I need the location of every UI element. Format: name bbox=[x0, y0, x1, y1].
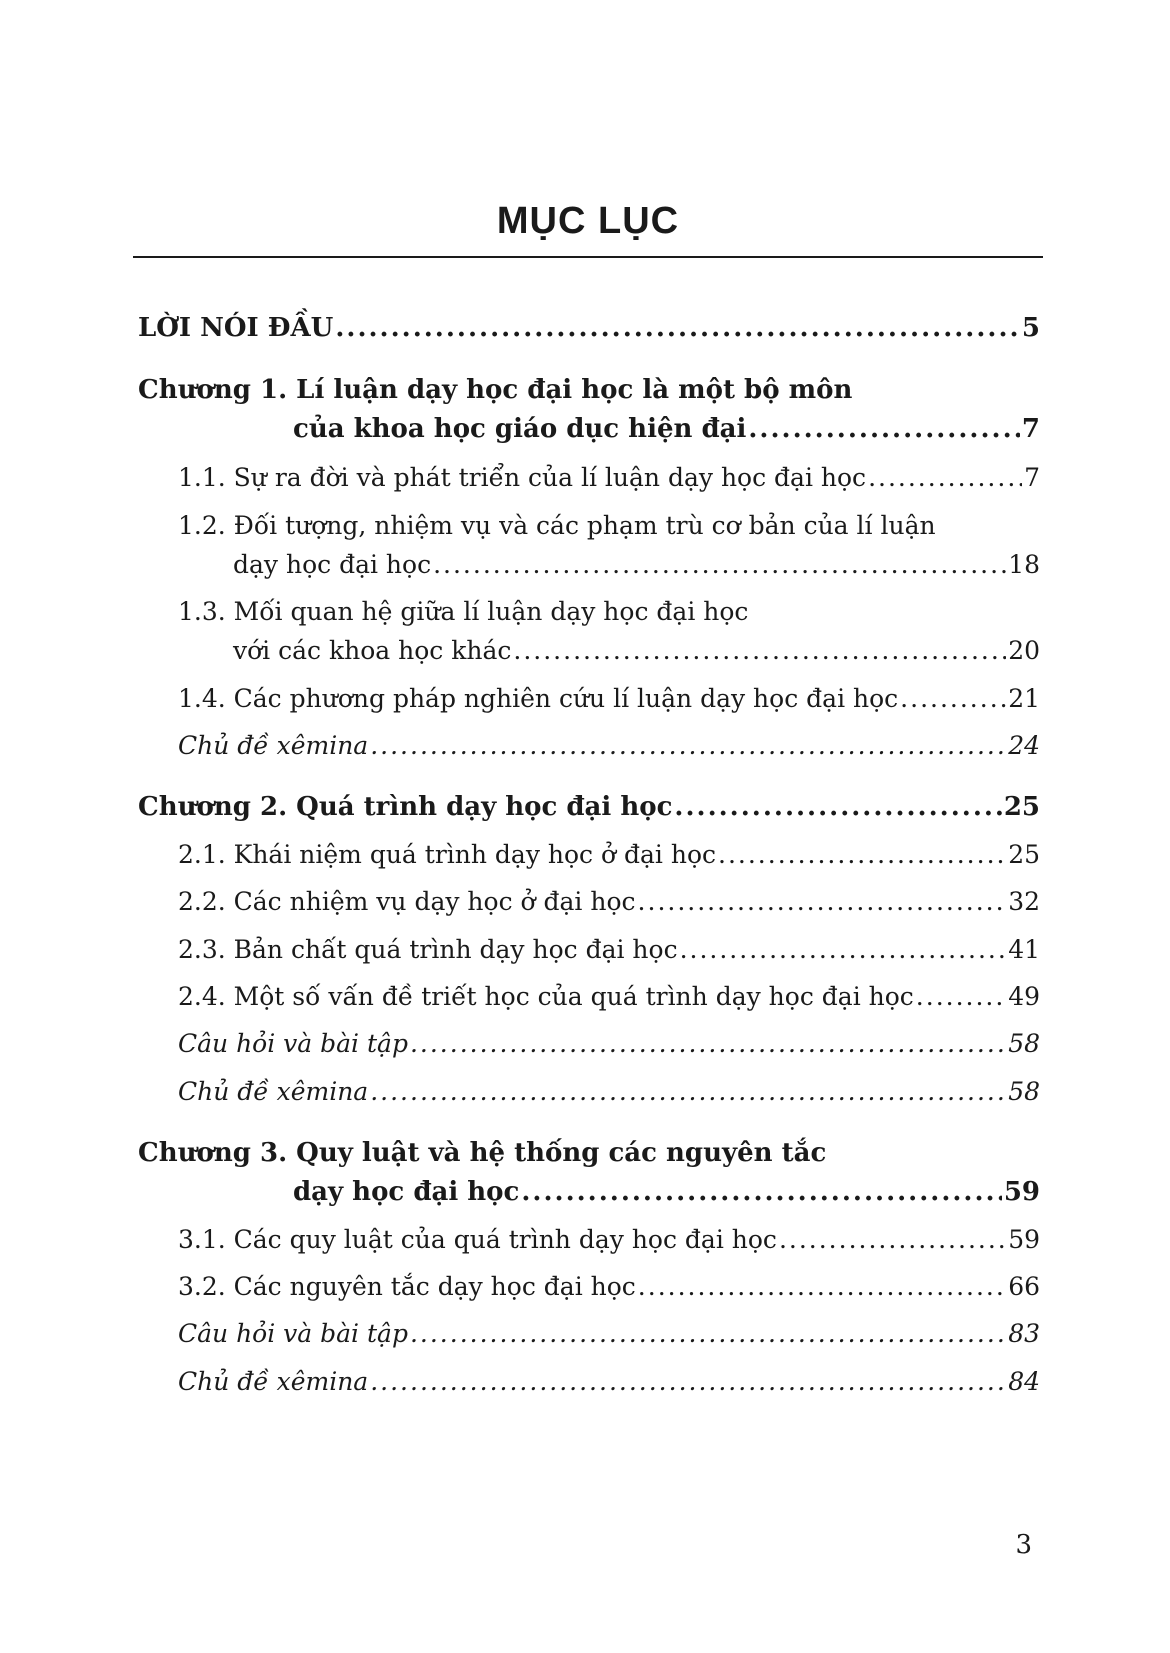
toc-section-1-3-title[interactable]: 1.3. Mối quan hệ giữa lí luận dạy học đại học bbox=[178, 597, 749, 626]
toc-entry-page: 21 bbox=[1008, 684, 1040, 713]
toc-section-1-4[interactable] bbox=[138, 684, 1040, 713]
toc-entry-label: dạy học đại học bbox=[233, 550, 432, 579]
toc-chapter-2[interactable] bbox=[138, 792, 1040, 822]
toc-chapter-3[interactable] bbox=[138, 1177, 1040, 1207]
dot-leader bbox=[521, 1177, 1001, 1207]
toc-entry-page: 18 bbox=[1008, 550, 1040, 579]
dot-leader bbox=[868, 463, 1022, 492]
toc-entry-page: 25 bbox=[1008, 840, 1040, 869]
toc-entry-page: 59 bbox=[1003, 1177, 1040, 1207]
dot-leader bbox=[370, 731, 1006, 760]
toc-section-1-2[interactable] bbox=[138, 550, 1040, 579]
toc-entry-page: 58 bbox=[1008, 1077, 1040, 1106]
toc-section-2-1[interactable] bbox=[138, 840, 1040, 869]
toc-chapter-1-title[interactable]: Chương 1. Lí luận dạy học đại học là một bộ môn bbox=[138, 375, 853, 405]
dot-leader bbox=[433, 550, 1006, 579]
toc-entry-page: 7 bbox=[1024, 463, 1040, 492]
toc-entry-page: 66 bbox=[1008, 1272, 1040, 1301]
toc-entry-label: Chương 2. Quá trình dạy học đại học bbox=[138, 792, 673, 822]
dot-leader bbox=[748, 414, 1020, 444]
toc-ch2-seminar[interactable] bbox=[138, 1077, 1040, 1106]
toc-entry-label: Chủ đề xêmina bbox=[178, 731, 369, 760]
toc-entry-label: 2.4. Một số vấn đề triết học của quá trình dạy học đại học bbox=[178, 982, 914, 1011]
toc-section-3-1[interactable] bbox=[138, 1225, 1040, 1254]
toc-entry-label: Câu hỏi và bài tập bbox=[178, 1319, 408, 1348]
toc-section-1-3[interactable] bbox=[138, 636, 1040, 665]
toc-entry-page: 25 bbox=[1003, 792, 1040, 822]
toc-entry-preface[interactable] bbox=[138, 313, 1040, 343]
toc-section-2-4[interactable] bbox=[138, 982, 1040, 1011]
toc-entry-page: 84 bbox=[1008, 1367, 1040, 1396]
toc-entry-page: 49 bbox=[1008, 982, 1040, 1011]
toc-entry-label: 3.2. Các nguyên tắc dạy học đại học bbox=[178, 1272, 636, 1301]
dot-leader bbox=[680, 935, 1007, 964]
toc-entry-label: 2.3. Bản chất quá trình dạy học đại học bbox=[178, 935, 678, 964]
title-rule bbox=[133, 256, 1043, 258]
dot-leader bbox=[410, 1319, 1006, 1348]
dot-leader bbox=[335, 313, 1020, 343]
toc-chapter-3-title[interactable]: Chương 3. Quy luật và hệ thống các nguyên tắc bbox=[138, 1138, 827, 1168]
toc-entry-page: 41 bbox=[1008, 935, 1040, 964]
dot-leader bbox=[779, 1225, 1006, 1254]
toc-entry-page: 32 bbox=[1008, 887, 1040, 916]
toc-entry-label: Câu hỏi và bài tập bbox=[178, 1029, 408, 1058]
toc-entry-label: 2.2. Các nhiệm vụ dạy học ở đại học bbox=[178, 887, 636, 916]
toc-entry-label: 2.1. Khái niệm quá trình dạy học ở đại học bbox=[178, 840, 717, 869]
dot-leader bbox=[718, 840, 1006, 869]
dot-leader bbox=[410, 1029, 1006, 1058]
toc-entry-label: Chủ đề xêmina bbox=[178, 1077, 369, 1106]
toc-section-1-2-title[interactable]: 1.2. Đối tượng, nhiệm vụ và các phạm trù cơ bản của lí luận bbox=[178, 511, 936, 540]
toc-ch2-questions[interactable] bbox=[138, 1029, 1040, 1058]
toc-section-1-1[interactable] bbox=[138, 463, 1040, 492]
dot-leader bbox=[900, 684, 1006, 713]
toc-section-2-2[interactable] bbox=[138, 887, 1040, 916]
toc-entry-label: 3.1. Các quy luật của quá trình dạy học đại học bbox=[178, 1225, 777, 1254]
dot-leader bbox=[370, 1077, 1006, 1106]
toc-entry-label: với các khoa học khác bbox=[233, 636, 512, 665]
toc-chapter-1[interactable] bbox=[138, 414, 1040, 444]
dot-leader bbox=[370, 1367, 1006, 1396]
toc-entry-page: 20 bbox=[1008, 636, 1040, 665]
toc-section-3-2[interactable] bbox=[138, 1272, 1040, 1301]
dot-leader bbox=[674, 792, 1001, 822]
toc-entry-page: 5 bbox=[1021, 313, 1040, 343]
toc-entry-label: 1.4. Các phương pháp nghiên cứu lí luận dạy học đại học bbox=[178, 684, 899, 713]
page-number: 3 bbox=[1015, 1530, 1032, 1560]
toc-entry-page: 24 bbox=[1008, 731, 1040, 760]
toc-entry-label: 1.1. Sự ra đời và phát triển của lí luận dạy học đại học bbox=[178, 463, 867, 492]
toc-entry-label: dạy học đại học bbox=[293, 1177, 520, 1207]
dot-leader bbox=[638, 1272, 1006, 1301]
toc-ch1-seminar[interactable] bbox=[138, 731, 1040, 760]
toc-entry-page: 58 bbox=[1008, 1029, 1040, 1058]
toc-ch3-seminar[interactable] bbox=[138, 1367, 1040, 1396]
toc-ch3-questions[interactable] bbox=[138, 1319, 1040, 1348]
toc-entry-page: 83 bbox=[1008, 1319, 1040, 1348]
dot-leader bbox=[513, 636, 1006, 665]
dot-leader bbox=[638, 887, 1007, 916]
toc-entry-label: của khoa học giáo dục hiện đại bbox=[293, 414, 747, 444]
page-title: MỤC LỤC bbox=[496, 200, 680, 242]
toc-section-2-3[interactable] bbox=[138, 935, 1040, 964]
toc-entry-label: Chủ đề xêmina bbox=[178, 1367, 369, 1396]
toc-entry-page: 7 bbox=[1021, 414, 1040, 444]
toc-entry-page: 59 bbox=[1008, 1225, 1040, 1254]
dot-leader bbox=[916, 982, 1006, 1011]
toc-entry-label: LỜI NÓI ĐẦU bbox=[138, 313, 334, 343]
